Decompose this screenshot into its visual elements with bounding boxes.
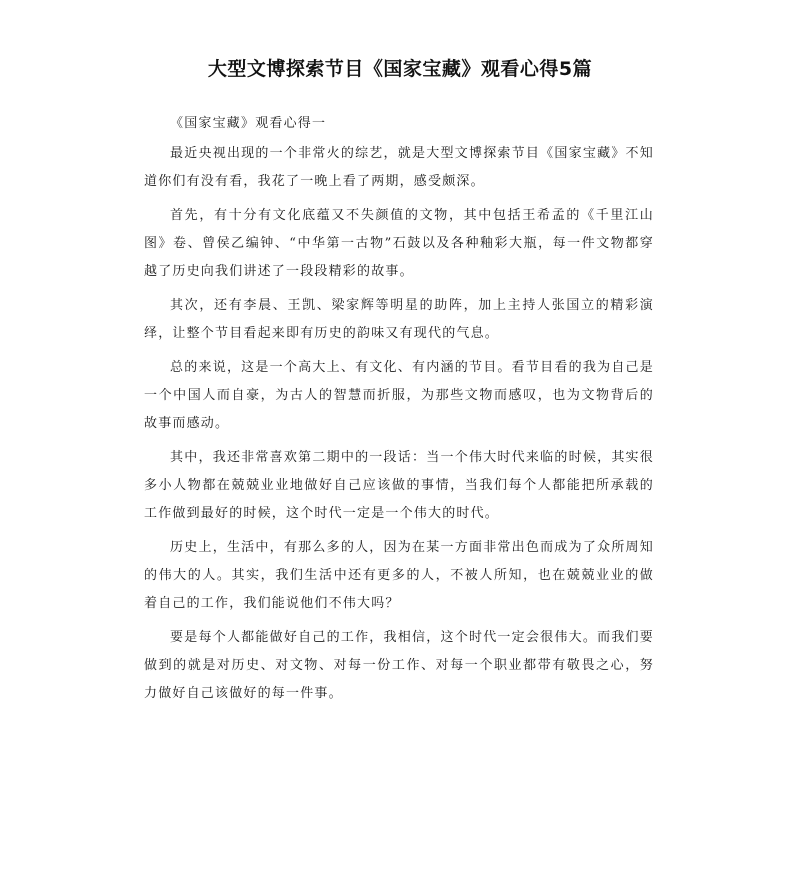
paragraph: 总的来说，这是一个高大上、有文化、有内涵的节目。看节目看的我为自己是一个中国人而自豪，为古人的智慧而折服，为那些文物而感叹，也为文物背后的故事而感动。 [144, 360, 654, 431]
section-heading: 《国家宝藏》观看心得一 [170, 116, 327, 131]
paragraph: 其中，我还非常喜欢第二期中的一段话：当一个伟大时代来临的时候，其实很多小人物都在兢兢业业地做好自己应该做的事情，当我们每个人都能把所承载的工作做到最好的时候，这个时代一定是一个伟大的时代。 [144, 450, 654, 521]
paragraph: 首先，有十分有文化底蕴又不失颜值的文物，其中包括王希孟的《千里江山图》卷、曾侯乙编钟、“中华第一古物”石鼓以及各种釉彩大瓶，每一件文物都穿越了历史向我们讲述了一段段精彩的故事。 [144, 208, 654, 279]
paragraph: 最近央视出现的一个非常火的综艺，就是大型文博探索节目《国家宝藏》不知道你们有没有看，我花了一晚上看了两期，感受颇深。 [144, 146, 654, 189]
document-title: 大型文博探索节目《国家宝藏》观看心得5篇 [207, 58, 593, 80]
paragraph: 其次，还有李晨、王凯、梁家辉等明星的助阵，加上主持人张国立的精彩演绎，让整个节目看起来即有历史的韵味又有现代的气息。 [144, 298, 654, 341]
document-body [144, 110, 654, 714]
paragraph: 历史上，生活中，有那么多的人，因为在某一方面非常出色而成为了众所周知的伟大的人。其实，我们生活中还有更多的人，不被人所知，也在兢兢业业的做着自己的工作，我们能说他们不伟大吗？ [144, 540, 654, 611]
paragraph: 要是每个人都能做好自己的工作，我相信，这个时代一定会很伟大。而我们要做到的就是对历史、对文物、对每一份工作、对每一个职业都带有敬畏之心，努力做好自己该做好的每一件事。 [144, 630, 654, 701]
